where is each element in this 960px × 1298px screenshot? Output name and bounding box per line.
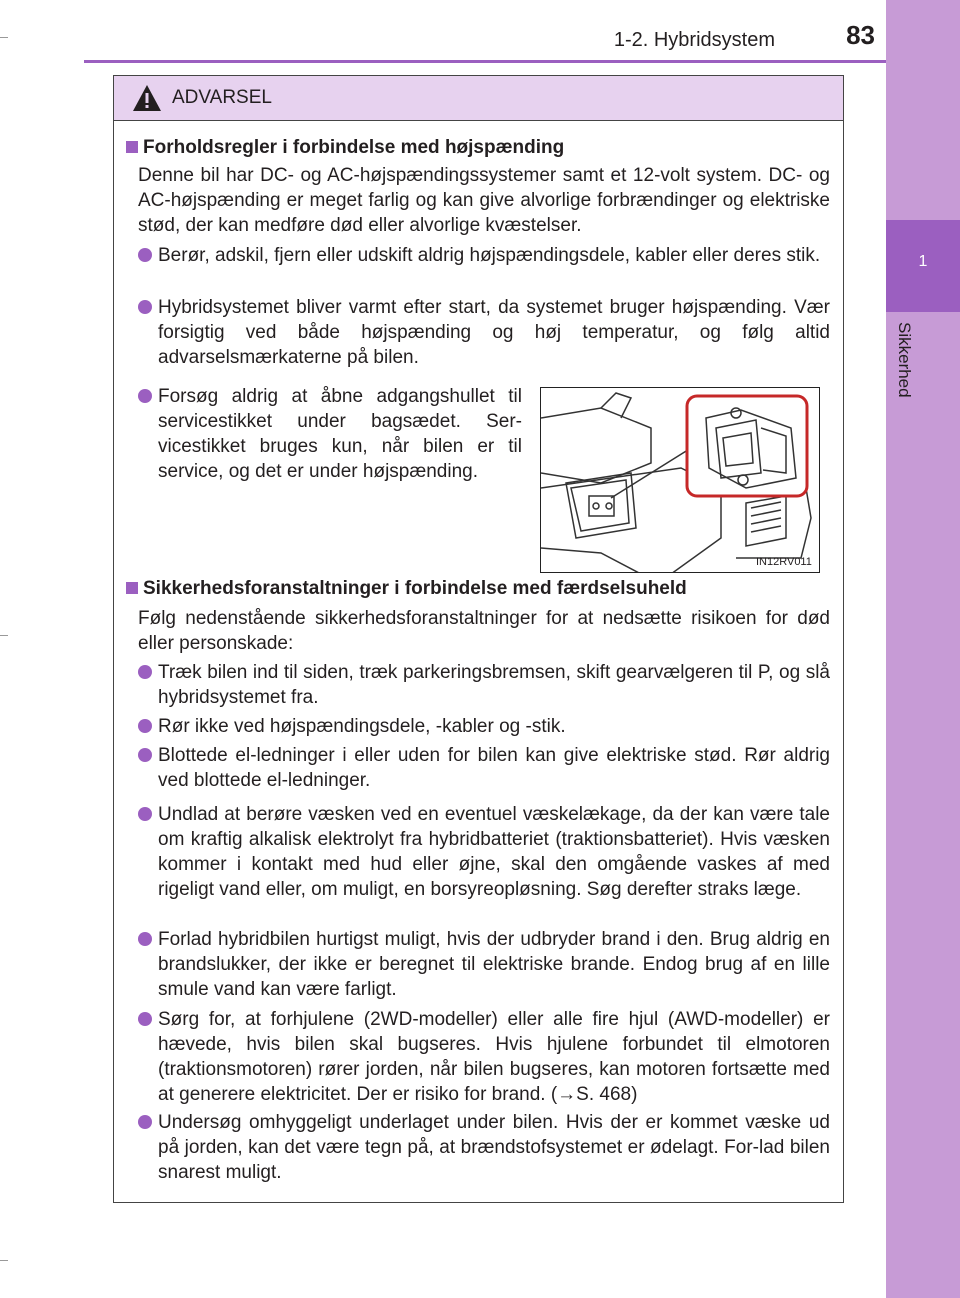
service-plug-illustration — [540, 387, 820, 573]
bullet-item — [138, 743, 830, 793]
crop-mark — [0, 1260, 8, 1261]
bullet-dot-icon — [138, 932, 152, 946]
section-intro: Følg nedenstående sikkerhedsforanstaltninger for at nedsætte risikoen for død eller personskade: — [138, 608, 830, 654]
bullet-item — [138, 927, 830, 1002]
bullet-text: Forsøg aldrig at åbne adgangshullet til servicestikket under bagsædet. Ser-vicestikket bruges kun, når bilen er til service, og det er under højspænding. — [158, 386, 522, 482]
bullet-text: Forlad hybridbilen hurtigst muligt, hvis der udbryder brand i den. Brug aldrig en brandslukker, der ikke er beregnet til elektriske brande. Endog brug af en lille smule vand kan være farligt. — [158, 929, 830, 1000]
bullet-text: Hybridsystemet bliver varmt efter start, da systemet bruger højspænding. Vær forsigtig ved både højspænding og høj temperatur, og følg altid advarselsmærkaterne på bilen. — [158, 297, 830, 368]
warning-title: ADVARSEL — [172, 87, 272, 108]
chapter-sidebar — [886, 0, 960, 1298]
bullet-item — [138, 243, 830, 268]
section-heading-text: Sikkerhedsforanstaltninger i forbindelse med færdselsuheld — [143, 578, 687, 599]
bullet-text: Træk bilen ind til siden, træk parkeringsbremsen, skift gearvælgeren til P, og slå hybridsystemet fra. — [158, 662, 830, 708]
bullet-dot-icon — [138, 807, 152, 821]
bullet-item — [138, 714, 830, 739]
bullet-dot-icon — [138, 665, 152, 679]
bullet-item — [138, 295, 830, 370]
service-plug-drawing — [541, 388, 820, 573]
bullet-dot-icon — [138, 748, 152, 762]
bullet-text: Blottede el-ledninger i eller uden for bilen kan give elektriske stød. Rør aldrig ved blottede el-ledninger. — [158, 745, 830, 791]
bullet-dot-icon — [138, 389, 152, 403]
section-title: 1-2. Hybridsystem — [613, 29, 775, 51]
bullet-dot-icon — [138, 248, 152, 262]
square-bullet-icon — [126, 141, 138, 153]
bullet-text: Undersøg omhyggeligt underlaget under bilen. Hvis der er kommet væske ud på jorden, kan det være tegn på, at brændstofsystemet er ødelagt. For-lad bilen snarest muligt. — [158, 1112, 830, 1183]
section-heading-text: Forholdsregler i forbindelse med højspænding — [143, 137, 565, 158]
figure-code: IN12RV011 — [756, 556, 812, 568]
bullet-item — [138, 1110, 830, 1185]
warning-header — [114, 76, 843, 121]
crop-mark — [0, 37, 8, 38]
crop-mark — [0, 635, 8, 636]
warning-triangle-icon — [132, 84, 162, 112]
bullet-text: Sørg for, at forhjulene (2WD-modeller) eller alle fire hjul (AWD-modeller) er hævede, hvis bilen skal bugseres. Hvis hjulene forbundet til elmotoren (traktionsmotoren) rører jorden, når bilen bugseres, kan motoren fortsætte med at generere elektricitet. Der er risiko for brand. (→S. 468) — [158, 1009, 830, 1105]
chapter-number: 1 — [918, 253, 928, 270]
section-heading-accidents — [126, 578, 687, 600]
page-number: 83 — [846, 20, 875, 50]
chapter-label-text: Sikkerhed — [895, 322, 914, 398]
bullet-dot-icon — [138, 719, 152, 733]
bullet-item — [138, 384, 522, 484]
bullet-dot-icon — [138, 1115, 152, 1129]
bullet-text: Undlad at berøre væsken ved en eventuel væskelækage, da der kan være tale om kraftig alkalisk elektrolyt fra hybridbatteriet (traktionsbatteriet). Hvis væsken kommer i kontakt med hud eller øjne, skal den omgående vaskes af med rigeligt vand eller, om muligt, en borsyreopløsning. Søg derefter straks læge. — [158, 804, 830, 900]
section-heading-high-voltage — [126, 137, 564, 159]
bullet-item — [138, 802, 830, 902]
bullet-item — [138, 660, 830, 710]
bullet-item — [138, 1007, 830, 1107]
bullet-text: Rør ikke ved højspændingsdele, -kabler og -stik. — [158, 716, 566, 737]
header-rule — [84, 60, 886, 63]
square-bullet-icon — [126, 582, 138, 594]
section-intro: Denne bil har DC- og AC-højspændingssystemer samt et 12-volt system. DC- og AC-højspænding er meget farlig og kan give alvorlige forbrændinger og elektriske stød, der kan medføre død eller alvorlige kvæstelser. — [138, 165, 830, 236]
bullet-dot-icon — [138, 1012, 152, 1026]
bullet-dot-icon — [138, 300, 152, 314]
chapter-label — [896, 322, 914, 442]
bullet-text: Berør, adskil, fjern eller udskift aldrig højspændingsdele, kabler eller deres stik. — [158, 245, 821, 266]
